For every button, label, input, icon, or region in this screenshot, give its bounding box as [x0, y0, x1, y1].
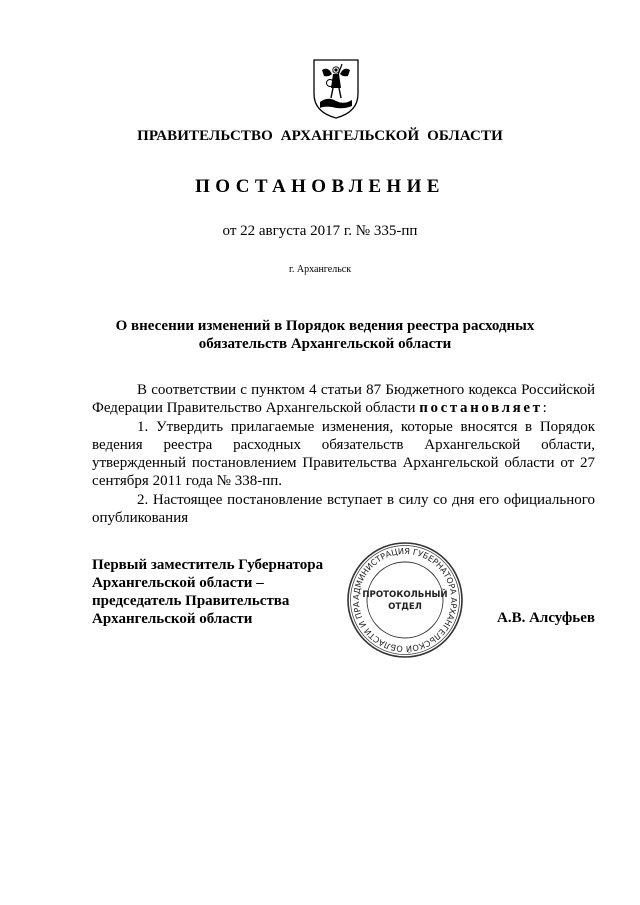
coat-of-arms-icon	[312, 58, 360, 120]
signer-name: А.В. Алсуфьев	[497, 610, 595, 626]
signer-position-line: Первый заместитель Губернатора	[92, 557, 324, 573]
paragraph-preamble	[92, 381, 595, 418]
official-stamp	[345, 540, 465, 660]
subject-line-1: О внесении изменений в Порядок ведения реестра расходных	[115, 318, 535, 334]
signer-position-line: председатель Правительства	[92, 593, 290, 609]
operative-word: постановляет	[419, 400, 543, 417]
signer-position-line: Архангельской области –	[92, 575, 264, 591]
preamble-colon: :	[542, 400, 547, 417]
signer-position-line: Архангельской области	[92, 611, 253, 627]
date-and-number: от 22 августа 2017 г. № 335-пп	[222, 223, 418, 239]
document-body	[92, 381, 595, 527]
preamble-text: В соответствии с пунктом 4 статьи 87 Бюджетного кодекса Российской Федерации Правительство Архангельской области	[92, 382, 595, 417]
document-type: ПОСТАНОВЛЕНИЕ	[195, 176, 445, 197]
subject-line-2: обязательств Архангельской области	[198, 336, 452, 352]
paragraph-item-1: 1. Утвердить прилагаемые изменения, которые вносятся в Порядок ведения реестра расходных обязательств Архангельской области, утвержденный постановлением Правительства Архангельской области от 27 сентября 2011 года № 338-пп.	[92, 418, 595, 490]
document-subject	[90, 317, 560, 353]
stamp-ring-text: АДМИНИСТРАЦИЯ ГУБЕРНАТОРА АРХАНГЕЛЬСКОЙ ОБЛАСТИ И ПРА	[350, 545, 460, 655]
authority-name: ПРАВИТЕЛЬСТВО АРХАНГЕЛЬСКОЙ ОБЛАСТИ	[137, 128, 503, 144]
paragraph-item-2: 2. Настоящее постановление вступает в силу со дня его официального опубликования	[92, 491, 595, 527]
stamp-center-line-2: ОТДЕЛ	[388, 602, 422, 612]
signer-position	[92, 556, 362, 628]
stamp-center-line-1: ПРОТОКОЛЬНЫЙ	[362, 590, 448, 600]
city: г. Архангельск	[288, 264, 352, 275]
